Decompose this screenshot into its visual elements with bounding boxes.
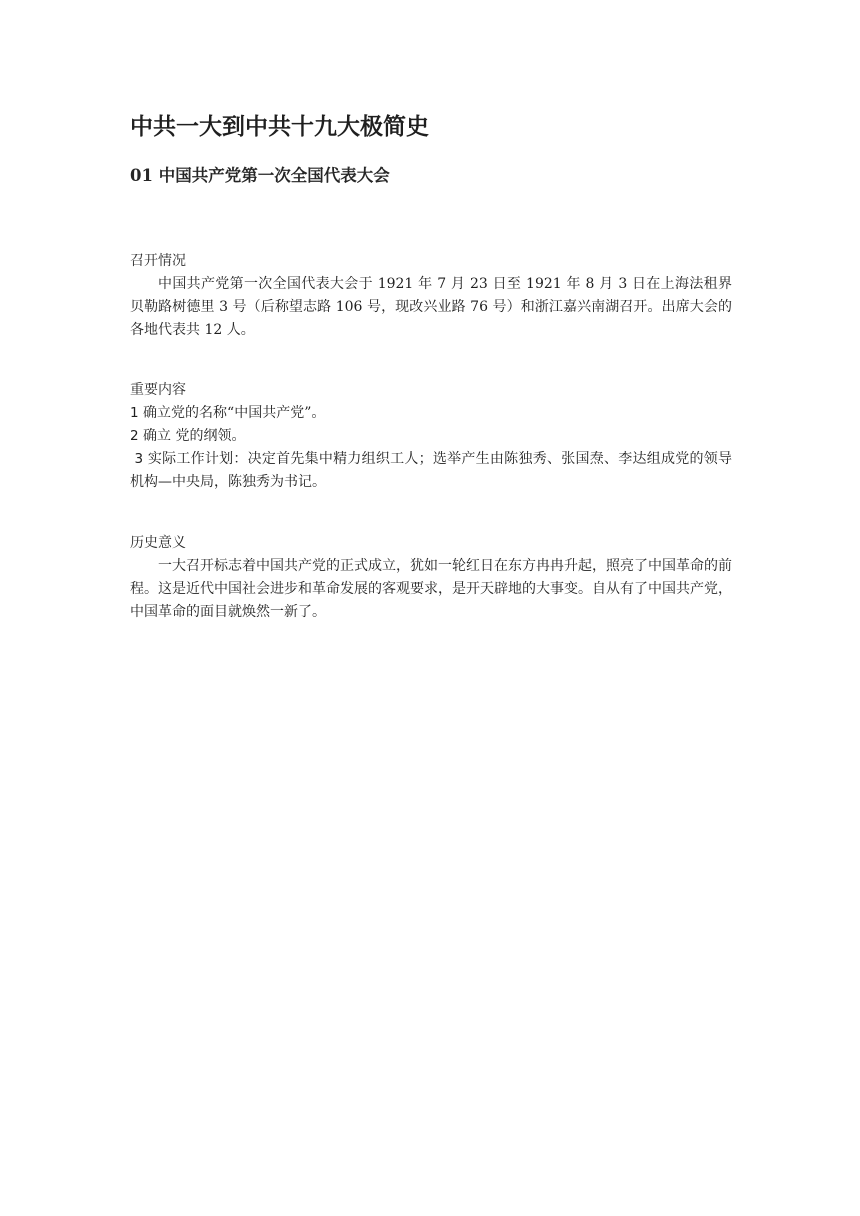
section-heading-content: 重要内容 — [130, 382, 186, 398]
list-item-text: 实际工作计划：决定首先集中精力组织工人；选举产生由陈独秀、张国焘、李达组成党的领导机构—中央局，陈独秀为书记。 — [130, 451, 732, 490]
section-heading-significance: 历史意义 — [130, 535, 186, 551]
section-convening — [130, 250, 732, 342]
section-content — [130, 379, 732, 494]
list-item — [130, 425, 732, 448]
list-item — [130, 448, 732, 494]
list-item-number: 1 — [130, 405, 139, 421]
list-item-number: 3 — [130, 451, 144, 467]
document-title: 中共一大到中共十九大极简史 — [130, 114, 429, 140]
list-item-number: 2 — [130, 428, 139, 444]
section-significance — [130, 532, 732, 624]
list-item — [130, 402, 732, 425]
paragraph-convening: 中国共产党第一次全国代表大会于 1921 年 7 月 23 日至 1921 年 8 月 3 日在上海法租界贝勒路树德里 3 号（后称望志路 106 号，现改兴业路 76 号）和浙江嘉兴南湖召开。出席大会的各地代表共 12 人。 — [130, 276, 732, 338]
section-heading-convening: 召开情况 — [130, 253, 186, 269]
list-item-text: 确立党的名称“中国共产党”。 — [138, 405, 326, 421]
document-subtitle: 01 中国共产党第一次全国代表大会 — [130, 166, 390, 185]
list-item-text: 确立 党的纲领。 — [138, 428, 246, 444]
paragraph-significance: 一大召开标志着中国共产党的正式成立，犹如一轮红日在东方冉冉升起，照亮了中国革命的前程。这是近代中国社会进步和革命发展的客观要求，是开天辟地的大事变。自从有了中国共产党，中国革命的面目就焕然一新了。 — [130, 558, 732, 620]
